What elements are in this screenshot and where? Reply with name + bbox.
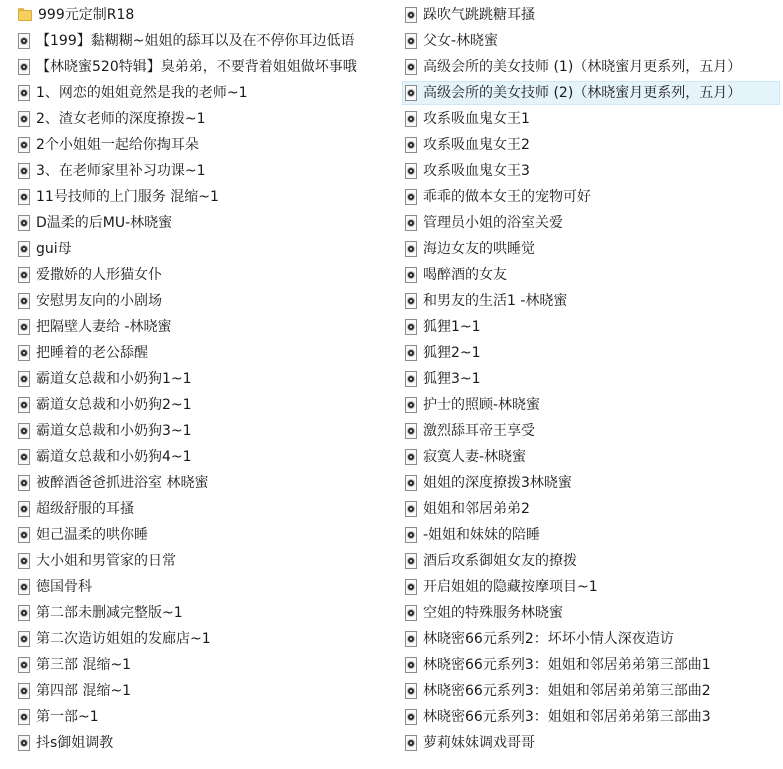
file-list-view bbox=[0, 4, 783, 769]
file-item[interactable] bbox=[403, 30, 779, 52]
file-item[interactable] bbox=[403, 602, 779, 624]
file-item-label: 999元定制R18 bbox=[38, 7, 135, 23]
file-item[interactable] bbox=[403, 108, 779, 130]
file-item[interactable] bbox=[403, 82, 779, 104]
file-item[interactable] bbox=[16, 706, 398, 728]
file-item[interactable] bbox=[16, 134, 398, 156]
audio-file-icon bbox=[405, 163, 417, 179]
file-item-label: -姐姐和妹妹的陪睡 bbox=[423, 527, 541, 543]
audio-file-icon bbox=[18, 371, 30, 387]
file-item[interactable] bbox=[16, 368, 398, 390]
file-item-label: 把隔壁人妻给 -林晓蜜 bbox=[36, 319, 172, 335]
audio-file-icon bbox=[405, 683, 417, 699]
audio-file-icon bbox=[405, 7, 417, 23]
file-item[interactable] bbox=[403, 472, 779, 494]
file-item[interactable] bbox=[16, 524, 398, 546]
file-item[interactable] bbox=[403, 186, 779, 208]
file-item[interactable] bbox=[16, 394, 398, 416]
file-item-label: 妲己温柔的哄你睡 bbox=[36, 527, 148, 543]
audio-file-icon bbox=[405, 319, 417, 335]
audio-file-icon bbox=[405, 501, 417, 517]
file-item-label: 高级会所的美女技师 (1)（林晓蜜月更系列，五月） bbox=[423, 59, 742, 75]
audio-file-icon bbox=[405, 241, 417, 257]
file-item-label: 第二部未删减完整版~1 bbox=[36, 605, 183, 621]
audio-file-icon bbox=[405, 371, 417, 387]
audio-file-icon bbox=[405, 111, 417, 127]
file-item[interactable] bbox=[16, 342, 398, 364]
audio-file-icon bbox=[18, 449, 30, 465]
audio-file-icon bbox=[405, 189, 417, 205]
file-item[interactable] bbox=[403, 342, 779, 364]
audio-file-icon bbox=[405, 59, 417, 75]
file-item[interactable] bbox=[403, 160, 779, 182]
file-item-label: 林晓密66元系列3：姐姐和邻居弟弟第三部曲1 bbox=[423, 657, 711, 673]
audio-file-icon bbox=[18, 735, 30, 751]
file-item[interactable] bbox=[16, 264, 398, 286]
audio-file-icon bbox=[18, 215, 30, 231]
file-item-label: 攻系吸血鬼女王3 bbox=[423, 163, 530, 179]
file-item-label: 父女-林晓蜜 bbox=[423, 33, 499, 49]
file-item-label: 寂寞人妻-林晓蜜 bbox=[423, 449, 527, 465]
audio-file-icon bbox=[405, 345, 417, 361]
file-item[interactable] bbox=[403, 56, 779, 78]
file-item[interactable] bbox=[403, 680, 779, 702]
file-item-label: 狐狸2~1 bbox=[423, 345, 481, 361]
file-item-label: 2个小姐姐一起给你掏耳朵 bbox=[36, 137, 199, 153]
audio-file-icon bbox=[405, 449, 417, 465]
audio-file-icon bbox=[405, 475, 417, 491]
folder-icon bbox=[18, 8, 32, 22]
audio-file-icon bbox=[18, 657, 30, 673]
file-item[interactable] bbox=[16, 732, 398, 754]
file-item[interactable] bbox=[16, 576, 398, 598]
file-item[interactable] bbox=[16, 56, 398, 78]
file-item[interactable] bbox=[403, 732, 779, 754]
file-item-label: 开启姐姐的隐藏按摩项目~1 bbox=[423, 579, 598, 595]
file-item[interactable] bbox=[403, 134, 779, 156]
file-item-label: 林晓密66元系列3：姐姐和邻居弟弟第三部曲2 bbox=[423, 683, 711, 699]
file-item-label: 第四部 混缩~1 bbox=[36, 683, 132, 699]
file-item-label: gui母 bbox=[36, 241, 72, 257]
file-item-label: 狐狸1~1 bbox=[423, 319, 481, 335]
file-item[interactable] bbox=[16, 472, 398, 494]
file-item[interactable] bbox=[403, 654, 779, 676]
file-item-label: 被醉酒爸爸抓进浴室 林晓蜜 bbox=[36, 475, 209, 491]
file-item-label: 林晓密66元系列2：坏坏小情人深夜造访 bbox=[423, 631, 674, 647]
file-column-right bbox=[403, 4, 779, 758]
audio-file-icon bbox=[18, 501, 30, 517]
file-item-label: 【199】黏糊糊~姐姐的舔耳以及在不停你耳边低语 bbox=[36, 33, 355, 49]
file-item[interactable] bbox=[16, 602, 398, 624]
audio-file-icon bbox=[18, 605, 30, 621]
audio-file-icon bbox=[405, 397, 417, 413]
file-item[interactable] bbox=[403, 316, 779, 338]
audio-file-icon bbox=[405, 709, 417, 725]
file-item[interactable] bbox=[16, 108, 398, 130]
audio-file-icon bbox=[18, 631, 30, 647]
file-item-label: 喝醉酒的女友 bbox=[423, 267, 507, 283]
audio-file-icon bbox=[405, 215, 417, 231]
file-item[interactable] bbox=[403, 238, 779, 260]
file-item[interactable] bbox=[16, 420, 398, 442]
file-item-label: 1、网恋的姐姐竟然是我的老师~1 bbox=[36, 85, 248, 101]
audio-file-icon bbox=[405, 267, 417, 283]
audio-file-icon bbox=[18, 189, 30, 205]
file-item-label: 爱撒娇的人形猫女仆 bbox=[36, 267, 162, 283]
file-item-label: 攻系吸血鬼女王1 bbox=[423, 111, 530, 127]
audio-file-icon bbox=[405, 85, 417, 101]
file-item[interactable] bbox=[16, 82, 398, 104]
file-item-label: 激烈舔耳帝王享受 bbox=[423, 423, 535, 439]
file-item-label: D温柔的后MU-林晓蜜 bbox=[36, 215, 173, 231]
audio-file-icon bbox=[405, 423, 417, 439]
file-item[interactable] bbox=[16, 238, 398, 260]
audio-file-icon bbox=[405, 605, 417, 621]
audio-file-icon bbox=[405, 657, 417, 673]
audio-file-icon bbox=[405, 293, 417, 309]
file-item[interactable] bbox=[403, 290, 779, 312]
file-item[interactable] bbox=[16, 316, 398, 338]
audio-file-icon bbox=[18, 683, 30, 699]
file-item-label: 酒后攻系御姐女友的撩拨 bbox=[423, 553, 577, 569]
file-column-left bbox=[16, 4, 398, 758]
audio-file-icon bbox=[405, 631, 417, 647]
file-item-label: 安慰男友向的小剧场 bbox=[36, 293, 162, 309]
file-item[interactable] bbox=[403, 576, 779, 598]
file-item[interactable] bbox=[403, 550, 779, 572]
file-item-label: 11号技师的上门服务 混缩~1 bbox=[36, 189, 219, 205]
file-item[interactable] bbox=[16, 498, 398, 520]
file-item-label: 3、在老师家里补习功课~1 bbox=[36, 163, 206, 179]
audio-file-icon bbox=[18, 137, 30, 153]
file-item-label: 姐姐和邻居弟弟2 bbox=[423, 501, 530, 517]
file-item-label: 管理员小姐的浴室关爱 bbox=[423, 215, 563, 231]
file-item[interactable] bbox=[16, 212, 398, 234]
audio-file-icon bbox=[405, 33, 417, 49]
file-item-label: 空姐的特殊服务林晓蜜 bbox=[423, 605, 563, 621]
audio-file-icon bbox=[18, 397, 30, 413]
audio-file-icon bbox=[18, 709, 30, 725]
file-item-label: 狐狸3~1 bbox=[423, 371, 481, 387]
audio-file-icon bbox=[18, 33, 30, 49]
file-item[interactable] bbox=[403, 524, 779, 546]
file-item[interactable] bbox=[403, 368, 779, 390]
file-item-label: 攻系吸血鬼女王2 bbox=[423, 137, 530, 153]
file-item[interactable] bbox=[16, 680, 398, 702]
audio-file-icon bbox=[405, 137, 417, 153]
file-item-label: 姐姐的深度撩拨3林晓蜜 bbox=[423, 475, 572, 491]
file-item[interactable] bbox=[16, 186, 398, 208]
file-item[interactable] bbox=[403, 4, 779, 26]
file-item-label: 抖s御姐调教 bbox=[36, 735, 114, 751]
audio-file-icon bbox=[18, 319, 30, 335]
file-item-label: 萝莉妹妹调戏哥哥 bbox=[423, 735, 535, 751]
file-item-label: 德国骨科 bbox=[36, 579, 92, 595]
file-item[interactable] bbox=[403, 420, 779, 442]
folder-item[interactable] bbox=[16, 4, 398, 26]
file-item-label: 霸道女总裁和小奶狗4~1 bbox=[36, 449, 192, 465]
audio-file-icon bbox=[18, 553, 30, 569]
audio-file-icon bbox=[405, 579, 417, 595]
audio-file-icon bbox=[18, 241, 30, 257]
audio-file-icon bbox=[405, 527, 417, 543]
file-item[interactable] bbox=[403, 446, 779, 468]
audio-file-icon bbox=[405, 735, 417, 751]
audio-file-icon bbox=[18, 423, 30, 439]
file-item-label: 霸道女总裁和小奶狗3~1 bbox=[36, 423, 192, 439]
file-item-label: 第二次造访姐姐的发廊店~1 bbox=[36, 631, 211, 647]
audio-file-icon bbox=[18, 579, 30, 595]
file-item[interactable] bbox=[16, 290, 398, 312]
file-item-label: 高级会所的美女技师 (2)（林晓蜜月更系列，五月） bbox=[423, 85, 742, 101]
file-item-label: 林晓密66元系列3：姐姐和邻居弟弟第三部曲3 bbox=[423, 709, 711, 725]
audio-file-icon bbox=[18, 59, 30, 75]
file-item-label: 第三部 混缩~1 bbox=[36, 657, 132, 673]
file-item[interactable] bbox=[16, 550, 398, 572]
file-item-label: 把睡着的老公舔醒 bbox=[36, 345, 148, 361]
file-item[interactable] bbox=[16, 654, 398, 676]
audio-file-icon bbox=[18, 163, 30, 179]
file-item-label: 大小姐和男管家的日常 bbox=[36, 553, 176, 569]
file-item[interactable] bbox=[403, 706, 779, 728]
file-item[interactable] bbox=[16, 446, 398, 468]
file-item[interactable] bbox=[403, 394, 779, 416]
file-item-label: 护士的照顾-林晓蜜 bbox=[423, 397, 541, 413]
audio-file-icon bbox=[18, 293, 30, 309]
audio-file-icon bbox=[18, 475, 30, 491]
file-item-label: 【林晓蜜520特辑】臭弟弟，不要背着姐姐做坏事哦 bbox=[36, 59, 357, 75]
file-item-label: 超级舒服的耳搔 bbox=[36, 501, 134, 517]
file-item[interactable] bbox=[403, 498, 779, 520]
file-item-label: 和男友的生活1 -林晓蜜 bbox=[423, 293, 568, 309]
audio-file-icon bbox=[405, 553, 417, 569]
file-item[interactable] bbox=[403, 628, 779, 650]
audio-file-icon bbox=[18, 527, 30, 543]
file-item-label: 第一部~1 bbox=[36, 709, 99, 725]
audio-file-icon bbox=[18, 85, 30, 101]
audio-file-icon bbox=[18, 267, 30, 283]
file-item[interactable] bbox=[403, 212, 779, 234]
file-item-label: 2、渣女老师的深度撩拨~1 bbox=[36, 111, 206, 127]
file-item[interactable] bbox=[16, 30, 398, 52]
audio-file-icon bbox=[18, 111, 30, 127]
file-item-label: 海边女友的哄睡觉 bbox=[423, 241, 535, 257]
file-item-label: 霸道女总裁和小奶狗2~1 bbox=[36, 397, 192, 413]
file-item-label: 霸道女总裁和小奶狗1~1 bbox=[36, 371, 192, 387]
file-item[interactable] bbox=[16, 628, 398, 650]
audio-file-icon bbox=[18, 345, 30, 361]
file-item[interactable] bbox=[403, 264, 779, 286]
file-item-label: 跺吹气跳跳糖耳搔 bbox=[423, 7, 535, 23]
file-item[interactable] bbox=[16, 160, 398, 182]
file-item-label: 乖乖的做本女王的宠物可好 bbox=[423, 189, 591, 205]
